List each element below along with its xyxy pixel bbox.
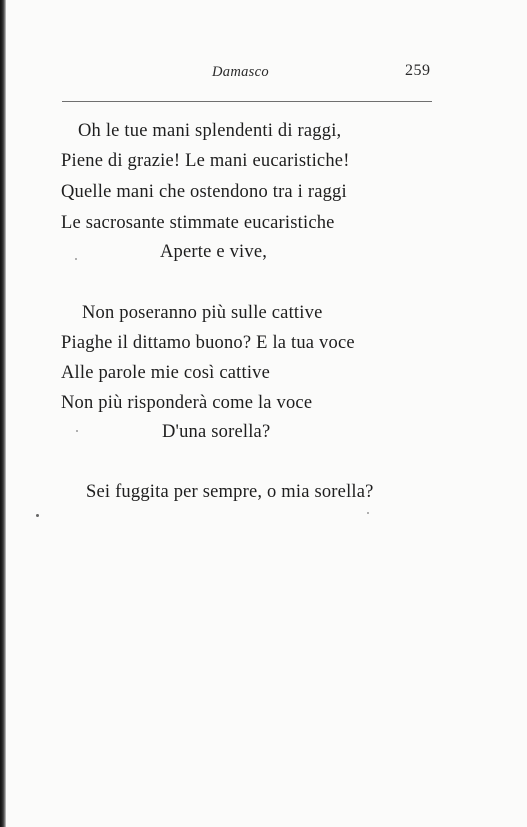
paper-speck	[75, 258, 77, 260]
verse-line: Oh le tue mani splendenti di raggi,	[78, 121, 342, 141]
running-title: Damasco	[212, 64, 269, 80]
verse-line: Piaghe il dittamo buono? E la tua voce	[61, 333, 355, 353]
verse-line: Sei fuggita per sempre, o mia sorella?	[86, 482, 374, 502]
binding-edge	[0, 0, 6, 827]
page-number: 259	[405, 62, 431, 79]
verse-line: Non poseranno più sulle cattive	[82, 303, 323, 323]
verse-line: Le sacrosante stimmate eucaristiche	[61, 213, 335, 233]
header-rule	[62, 101, 432, 102]
verse-line: D'una sorella?	[162, 422, 271, 442]
verse-line: Alle parole mie così cattive	[61, 363, 271, 383]
paper-speck	[36, 514, 39, 517]
paper-speck	[367, 512, 369, 514]
paper-speck	[76, 430, 78, 432]
verse-line: Quelle mani che ostendono tra i raggi	[61, 182, 347, 202]
verse-line: Aperte e vive,	[160, 242, 268, 262]
verse-line: Piene di grazie! Le mani eucaristiche!	[61, 151, 350, 171]
verse-line: Non più risponderà come la voce	[61, 393, 313, 413]
